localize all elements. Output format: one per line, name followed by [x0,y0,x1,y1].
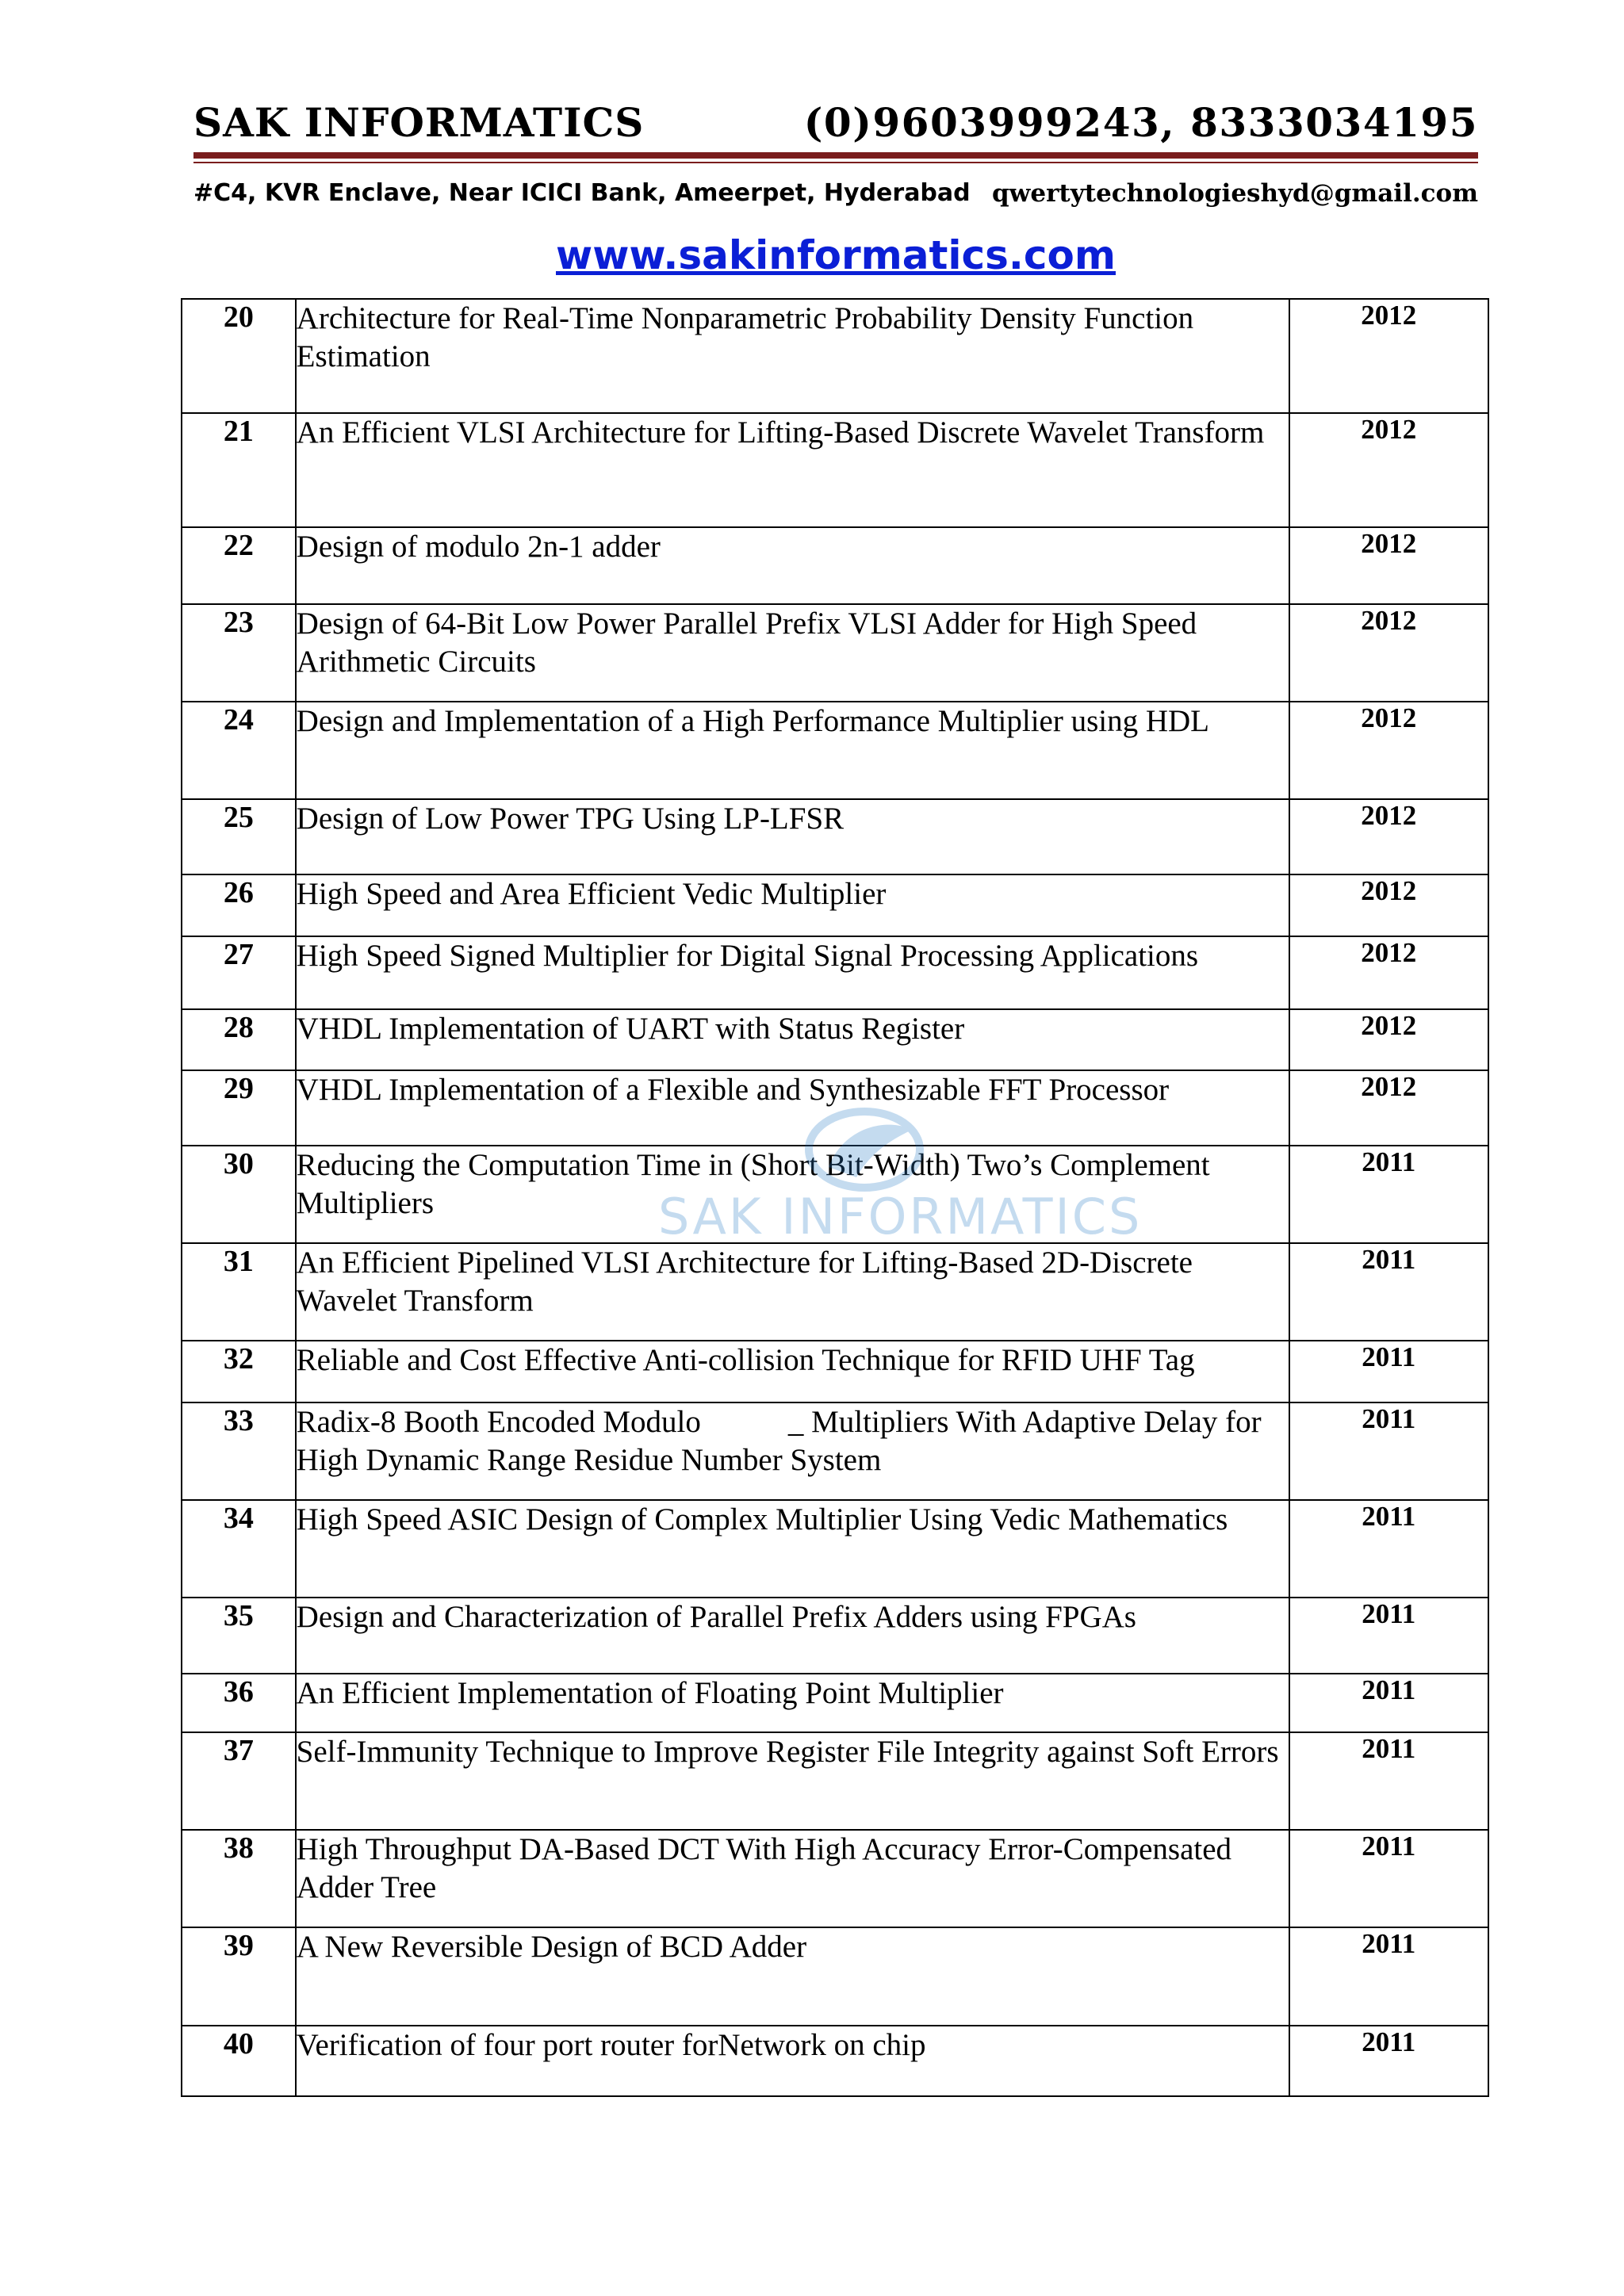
row-number: 30 [182,1146,296,1243]
project-title-part: _ Multipliers With Adaptive Delay for High Dynamic Range Residue Number System [296,1405,1262,1477]
project-year: 2012 [1289,874,1488,936]
table-row [182,1146,1488,1243]
row-number: 27 [182,936,296,1009]
project-title: Design of modulo 2n-1 adder [296,527,1289,604]
project-year: 2012 [1289,936,1488,1009]
project-year: 2011 [1289,1402,1488,1500]
table-row [182,1009,1488,1070]
projects-table [181,298,1489,2097]
project-title: VHDL Implementation of UART with Status Register [296,1009,1289,1070]
row-number: 23 [182,604,296,702]
row-number: 28 [182,1009,296,1070]
row-number: 36 [182,1674,296,1732]
table-row [182,874,1488,936]
project-title: High Speed ASIC Design of Complex Multiplier Using Vedic Mathematics [296,1500,1289,1598]
row-number: 35 [182,1598,296,1674]
project-title: Self-Immunity Technique to Improve Register File Integrity against Soft Errors [296,1732,1289,1830]
project-year: 2012 [1289,1009,1488,1070]
project-year: 2012 [1289,702,1488,799]
project-year: 2011 [1289,1146,1488,1243]
project-title: Design of Low Power TPG Using LP-LFSR [296,799,1289,874]
project-year: 2011 [1289,1341,1488,1402]
project-title: An Efficient VLSI Architecture for Lifting-Based Discrete Wavelet Transform [296,413,1289,527]
project-title: High Speed Signed Multiplier for Digital Signal Processing Applications [296,936,1289,1009]
table-row [182,1070,1488,1146]
header-rule-thin [193,162,1478,163]
project-title: High Throughput DA-Based DCT With High Accuracy Error-Compensated Adder Tree [296,1830,1289,1927]
email: qwertytechnologieshyd@gmail.com [992,179,1478,208]
project-title: An Efficient Pipelined VLSI Architecture for Lifting-Based 2D-Discrete Wavelet Transform [296,1243,1289,1341]
letterhead-top-line [193,95,1478,151]
table-row [182,702,1488,799]
phone-numbers: (0)9603999243, 8333034195 [803,99,1478,146]
project-year: 2011 [1289,1830,1488,1927]
project-title: Verification of four port router forNetwork on chip [296,2026,1289,2096]
project-year: 2012 [1289,413,1488,527]
row-number: 38 [182,1830,296,1927]
table-row [182,1927,1488,2026]
row-number: 40 [182,2026,296,2096]
row-number: 20 [182,299,296,413]
table-row [182,1402,1488,1500]
row-number: 29 [182,1070,296,1146]
table-row [182,1341,1488,1402]
row-number: 33 [182,1402,296,1500]
project-title: High Speed and Area Efficient Vedic Multiplier [296,874,1289,936]
table-row [182,527,1488,604]
row-number: 24 [182,702,296,799]
project-year: 2011 [1289,1674,1488,1732]
table-row [182,1830,1488,1927]
project-title: Reducing the Computation Time in (Short Bit-Width) Two’s Complement Multipliers [296,1146,1289,1243]
table-row [182,299,1488,413]
project-year: 2012 [1289,299,1488,413]
project-title: Design and Implementation of a High Performance Multiplier using HDL [296,702,1289,799]
company-name: SAK INFORMATICS [193,99,645,146]
project-title: Architecture for Real-Time Nonparametric Probability Density Function Estimation [296,299,1289,413]
project-title [296,1402,1289,1500]
project-title-part: Radix-8 Booth Encoded Modulo [296,1405,701,1439]
project-title: VHDL Implementation of a Flexible and Synthesizable FFT Processor [296,1070,1289,1146]
address: #C4, KVR Enclave, Near ICICI Bank, Ameerpet, Hyderabad [193,179,971,207]
project-title: An Efficient Implementation of Floating Point Multiplier [296,1674,1289,1732]
table-row [182,2026,1488,2096]
table-row [182,1674,1488,1732]
project-title: Design of 64-Bit Low Power Parallel Prefix VLSI Adder for High Speed Arithmetic Circuits [296,604,1289,702]
row-number: 32 [182,1341,296,1402]
table-row [182,799,1488,874]
header-rule-thick [193,152,1478,159]
project-title: Design and Characterization of Parallel Prefix Adders using FPGAs [296,1598,1289,1674]
row-number: 34 [182,1500,296,1598]
project-year: 2011 [1289,1732,1488,1830]
project-year: 2011 [1289,1243,1488,1341]
project-title: A New Reversible Design of BCD Adder [296,1927,1289,2026]
row-number: 26 [182,874,296,936]
website-link[interactable]: www.sakinformatics.com [556,232,1116,278]
row-number: 25 [182,799,296,874]
project-year: 2012 [1289,527,1488,604]
row-number: 37 [182,1732,296,1830]
project-year: 2011 [1289,2026,1488,2096]
table-row [182,1243,1488,1341]
project-year: 2011 [1289,1927,1488,2026]
project-year: 2012 [1289,1070,1488,1146]
table-row [182,1598,1488,1674]
table-row [182,413,1488,527]
project-year: 2011 [1289,1500,1488,1598]
table-row [182,1500,1488,1598]
table-row [182,604,1488,702]
row-number: 22 [182,527,296,604]
watermark-text: SAK INFORMATICS [658,1188,1143,1246]
project-year: 2011 [1289,1598,1488,1674]
project-year: 2012 [1289,604,1488,702]
row-number: 31 [182,1243,296,1341]
table-row [182,936,1488,1009]
project-title: Reliable and Cost Effective Anti-collision Technique for RFID UHF Tag [296,1341,1289,1402]
project-year: 2012 [1289,799,1488,874]
row-number: 39 [182,1927,296,2026]
row-number: 21 [182,413,296,527]
table-row [182,1732,1488,1830]
address-line [193,178,1478,209]
letterhead [193,95,1478,281]
